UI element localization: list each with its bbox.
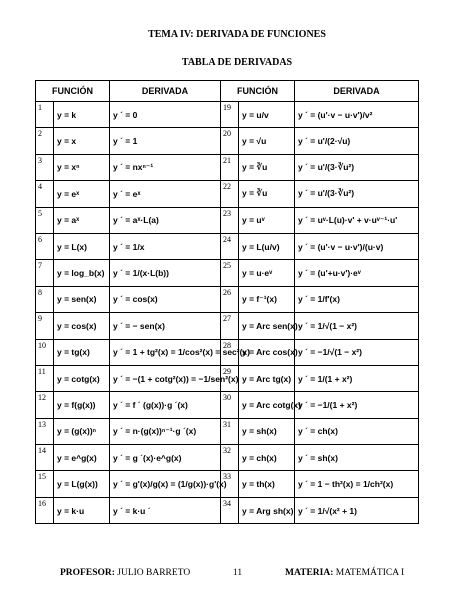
function-cell: y = k·u (54, 497, 110, 523)
footer-materia (285, 568, 404, 578)
derivative-cell: y ´ = 1 − th²(x) = 1/ch²(x) (295, 471, 419, 497)
function-cell: y = uᵛ (239, 207, 295, 233)
derivative-cell: y ´ = − sen(x) (110, 313, 221, 339)
derivative-cell: y ´ = u'/(2·√u) (295, 128, 419, 154)
derivative-cell: y ´ = u'/(3·∛u²) (295, 181, 419, 207)
function-cell: y = sh(x) (239, 418, 295, 444)
derivative-cell: y ´ = k·u ´ (110, 497, 221, 523)
function-cell: y = th(x) (239, 471, 295, 497)
row-number: 12 (36, 392, 54, 418)
table-row (36, 392, 419, 418)
function-cell: y = Arc cotg(x) (239, 392, 295, 418)
row-number: 28 (221, 339, 239, 365)
function-cell: y = u/v (239, 102, 295, 128)
function-cell: y = (g(x))ⁿ (54, 418, 110, 444)
table-row (36, 418, 419, 444)
function-cell: y = f⁻¹(x) (239, 286, 295, 312)
row-number: 23 (221, 207, 239, 233)
derivative-cell: y ´ = 1 (110, 128, 221, 154)
derivative-cell: y ´ = −(1 + cotg²(x)) = −1/sen²(x) (110, 365, 221, 391)
row-number: 25 (221, 260, 239, 286)
derivative-cell: y ´ = eˣ (110, 181, 221, 207)
derivative-cell: y ´ = sh(x) (295, 445, 419, 471)
derivative-cell: y ´ = 1 + tg²(x) = 1/cos²(x) = sec²(x) (110, 339, 221, 365)
row-number: 30 (221, 392, 239, 418)
table-row (36, 207, 419, 233)
function-cell: y = cos(x) (54, 313, 110, 339)
function-cell: y = Arc tg(x) (239, 365, 295, 391)
derivative-cell: y ´ = 1/x (110, 233, 221, 259)
row-number: 21 (221, 154, 239, 180)
row-number: 13 (36, 418, 54, 444)
derivative-cell: y ´ = (u'·v − u·v')/v² (295, 102, 419, 128)
function-cell: y = √u (239, 128, 295, 154)
row-number: 27 (221, 313, 239, 339)
derivative-cell: y ´ = uᵛ·L(u)·v' + v·uᵛ⁻¹·u' (295, 207, 419, 233)
function-cell: y = sen(x) (54, 286, 110, 312)
derivative-cell: y ´ = cos(x) (110, 286, 221, 312)
function-cell: y = tg(x) (54, 339, 110, 365)
row-number: 20 (221, 128, 239, 154)
function-cell: y = xⁿ (54, 154, 110, 180)
function-cell: y = eˣ (54, 181, 110, 207)
table-title: TABLA DE DERIVADAS (181, 57, 293, 68)
page-number: 11 (233, 568, 243, 578)
table-row (36, 128, 419, 154)
row-number: 33 (221, 471, 239, 497)
function-cell: y = cotg(x) (54, 365, 110, 391)
derivative-cell: y ´ = aˣ·L(a) (110, 207, 221, 233)
row-number: 22 (221, 181, 239, 207)
table-row (36, 497, 419, 523)
derivative-cell: y ´ = nxⁿ⁻¹ (110, 154, 221, 180)
row-number: 8 (36, 286, 54, 312)
row-number: 15 (36, 471, 54, 497)
derivative-cell: y ´ = 1/√(1 − x²) (295, 313, 419, 339)
row-number: 11 (36, 365, 54, 391)
function-cell: y = L(x) (54, 233, 110, 259)
derivative-cell: y ´ = (u'·v − u·v')/(u·v) (295, 233, 419, 259)
row-number: 10 (36, 339, 54, 365)
row-number: 9 (36, 313, 54, 339)
row-number: 32 (221, 445, 239, 471)
derivatives-table (35, 80, 419, 524)
table-row (36, 445, 419, 471)
row-number: 26 (221, 286, 239, 312)
function-cell: y = k (54, 102, 110, 128)
function-cell: y = x (54, 128, 110, 154)
row-number: 3 (36, 154, 54, 180)
function-cell: y = Arc sen(x) (239, 313, 295, 339)
table-row (36, 313, 419, 339)
table-row (36, 339, 419, 365)
header-funcion-2: FUNCIÓN (221, 81, 295, 102)
table-row (36, 286, 419, 312)
materia-label: MATERIA: (285, 568, 334, 578)
row-number: 5 (36, 207, 54, 233)
profesor-name: JULIO BARRETO (117, 568, 191, 578)
function-cell: y = L(g(x)) (54, 471, 110, 497)
table-row (36, 102, 419, 128)
derivative-cell: y ´ = −1/√(1 − x²) (295, 339, 419, 365)
row-number: 34 (221, 497, 239, 523)
row-number: 19 (221, 102, 239, 128)
function-cell: y = log_b(x) (54, 260, 110, 286)
footer-profesor (60, 568, 190, 578)
function-cell: y = Arc cos(x) (239, 339, 295, 365)
function-cell: y = e^g(x) (54, 445, 110, 471)
materia-name: MATEMÁTICA I (335, 568, 405, 578)
table-row (36, 181, 419, 207)
row-number: 2 (36, 128, 54, 154)
row-number: 7 (36, 260, 54, 286)
document-title: TEMA IV: DERIVADA DE FUNCIONES (148, 29, 326, 40)
derivative-cell: y ´ = 1/(x·L(b)) (110, 260, 221, 286)
table-row (36, 154, 419, 180)
header-funcion-1: FUNCIÓN (36, 81, 110, 102)
row-number: 14 (36, 445, 54, 471)
table-row (36, 471, 419, 497)
function-cell: y = f(g(x)) (54, 392, 110, 418)
derivative-cell: y ´ = 0 (110, 102, 221, 128)
header-derivada-2: DERIVADA (295, 81, 419, 102)
row-number: 6 (36, 233, 54, 259)
derivative-cell: y ´ = g ´(x)·e^g(x) (110, 445, 221, 471)
row-number: 1 (36, 102, 54, 128)
derivative-cell: y ´ = 1/√(x² + 1) (295, 497, 419, 523)
row-number: 31 (221, 418, 239, 444)
function-cell: y = ch(x) (239, 445, 295, 471)
header-derivada-1: DERIVADA (110, 81, 221, 102)
row-number: 29 (221, 365, 239, 391)
function-cell: y = Arg sh(x) (239, 497, 295, 523)
function-cell: y = aˣ (54, 207, 110, 233)
derivative-cell: y ´ = u'/(3·∛u²) (295, 154, 419, 180)
function-cell: y = u·eᵛ (239, 260, 295, 286)
table-row (36, 233, 419, 259)
derivative-cell: y ´ = (u'+u·v')·eᵛ (295, 260, 419, 286)
derivative-cell: y ´ = g'(x)/g(x) = (1/g(x))·g'(x) (110, 471, 221, 497)
function-cell: y = ∛u (239, 154, 295, 180)
table-row (36, 365, 419, 391)
row-number: 16 (36, 497, 54, 523)
function-cell: y = ∛u (239, 181, 295, 207)
table-row (36, 260, 419, 286)
row-number: 4 (36, 181, 54, 207)
table-header-row (36, 81, 419, 102)
derivative-cell: y ´ = 1/(1 + x²) (295, 365, 419, 391)
profesor-label: PROFESOR: (60, 568, 115, 578)
function-cell: y = L(u/v) (239, 233, 295, 259)
derivative-cell: y ´ = n·(g(x))ⁿ⁻¹·g ´(x) (110, 418, 221, 444)
derivative-cell: y ´ = 1/f'(x) (295, 286, 419, 312)
derivative-cell: y ´ = ch(x) (295, 418, 419, 444)
derivative-cell: y ´ = −1/(1 + x²) (295, 392, 419, 418)
row-number: 24 (221, 233, 239, 259)
derivative-cell: y ´ = f ´ (g(x))·g ´(x) (110, 392, 221, 418)
